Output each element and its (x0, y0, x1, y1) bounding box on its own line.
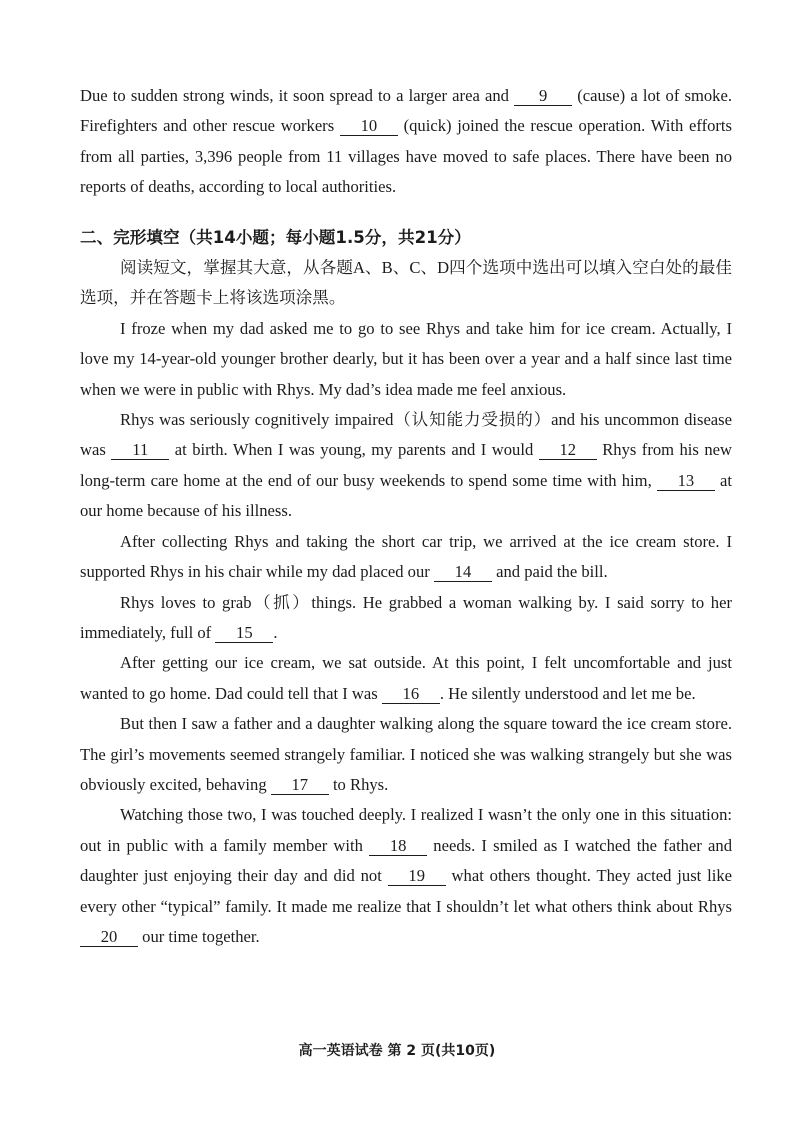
text-run: . (273, 622, 278, 642)
text-run: After collecting Rhys and taking the short car trip, we arrived at the ice cream store. I supported Rhys in his chair while my dad placed our (80, 531, 732, 582)
passage-paragraph-4 (80, 588, 732, 649)
blank-14: 14 (434, 562, 492, 582)
text-run: Watching those two, I was touched deeply. I realized I wasn’t the only one in this situation: out in public with a family member with (80, 805, 732, 855)
blank-15: 15 (215, 623, 273, 643)
passage-paragraph-5 (80, 648, 732, 709)
text-run: But then I saw a father and a daughter walking along the square toward the ice cream store. The girl’s movements seemed strangely familiar. I noticed she was walking strangely but she was obviously excited, behaving (80, 714, 732, 794)
text-run: (quick) joined the rescue operation. With efforts from all parties, 3,396 people from 11 villages have moved to safe places. There have been no reports of deaths, according to local authorities. (80, 116, 732, 197)
text-run: Rhys loves to grab（抓）things. He grabbed a woman walking by. I said sorry to her immediately, full of (80, 592, 732, 642)
blank-16: 16 (382, 684, 440, 704)
text-run: at birth. When I was young, my parents and I would (169, 440, 539, 460)
text-run: Rhys was seriously cognitively impaired（认知能力受损的）and his uncommon disease was (80, 410, 732, 460)
text-run: Due to sudden strong winds, it soon spread to a larger area and (80, 86, 515, 105)
blank-18: 18 (369, 836, 427, 856)
passage-paragraph-1: I froze when my dad asked me to go to see Rhys and take him for ice cream. Actually, I love my 14-year-old younger brother dearly, but it has been over a year and a half since last time when we were in public with Rhys. My dad’s idea made me feel anxious. (80, 318, 732, 399)
text-run: needs. I smiled as I watched the father and daughter just enjoying their day and did not (80, 835, 733, 886)
text-run: and paid the bill. (491, 562, 608, 582)
text-run: to Rhys. (328, 774, 389, 794)
text-run: After getting our ice cream, we sat outside. At this point, I felt uncomfortable and just wanted to go home. Dad could tell that I was (80, 653, 732, 703)
blank-12: 12 (539, 440, 597, 460)
text-run: what others thought. They acted just like every other “typical” family. It made me realize that I shouldn’t let what others think about Rhys (80, 866, 732, 916)
page-content (80, 81, 732, 952)
section-instruction: 阅读短文，掌握其大意，从各题A、B、C、D四个选项中选出可以填入空白处的最佳选项，并在答题卡上将该选项涂黑。 (80, 258, 732, 308)
blank-11: 11 (111, 440, 169, 460)
blank-20: 20 (80, 927, 138, 947)
blank-19: 19 (388, 866, 446, 886)
blank-9: 9 (514, 86, 572, 106)
text-run: our time together. (138, 926, 260, 946)
page-footer: 高一英语试卷 第 2 页(共10页) (298, 1043, 496, 1059)
text-run: Rhys from his new long-term care home at the end of our busy weekends to spend some time with him, (80, 440, 732, 490)
section-title: 二、完形填空（共14小题；每小题1.5分，共21分） (80, 227, 471, 247)
blank-17: 17 (271, 775, 329, 795)
text-run: at our home because of his illness. (80, 470, 733, 521)
text-run: (cause) a lot of smoke. Firefighters and other rescue workers (80, 86, 732, 136)
blank-13: 13 (657, 471, 715, 491)
passage-paragraph-3 (80, 527, 732, 588)
text-run: . He silently understood and let me be. (439, 683, 696, 703)
blank-10: 10 (340, 116, 398, 136)
passage-paragraph-6 (80, 709, 732, 800)
passage-paragraph-7 (80, 800, 732, 952)
passage-paragraph-2 (80, 405, 732, 527)
intro-paragraph (80, 81, 732, 203)
